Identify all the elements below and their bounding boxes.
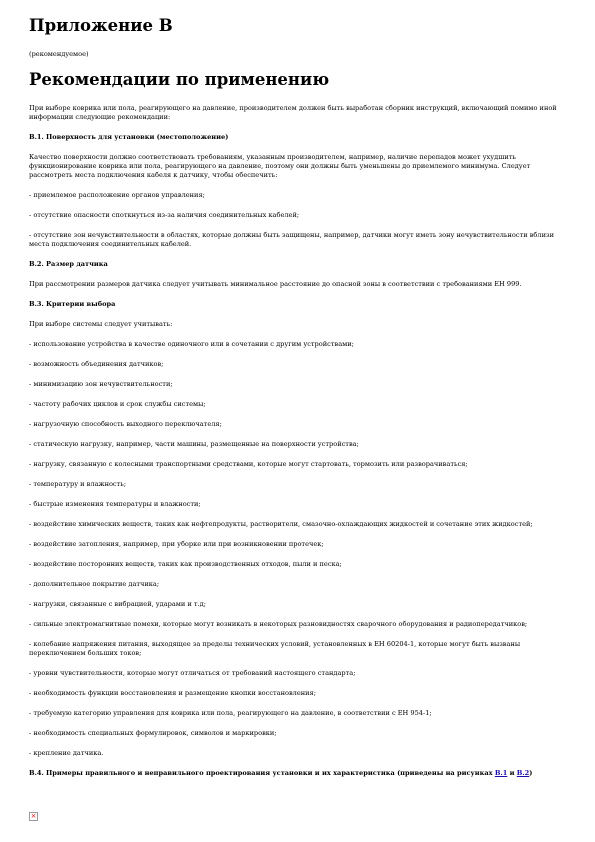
section-b2-heading: В.2. Размер датчика <box>29 260 108 268</box>
list-item: - приемлемое расположение органов управления; <box>29 191 205 199</box>
list-item: - использование устройства в качестве одиночного или в сочетании с другим устройствами; <box>29 340 354 348</box>
section-b4-and: и <box>507 769 517 777</box>
section-title: Рекомендации по применению <box>29 70 330 89</box>
page-title: Приложение В <box>29 16 173 35</box>
section-b3-list <box>29 340 566 758</box>
list-item: - возможность объединения датчиков; <box>29 360 164 368</box>
list-item: - воздействие химических веществ, таких как нефтепродукты, растворители, смазочно-охлаждающих жидкостей и сочетание этих жидкостей; <box>29 520 533 528</box>
title-note: (рекомендуемое) <box>29 50 89 58</box>
list-item: - температуру и влажность; <box>29 480 127 488</box>
figure-b2-link[interactable]: В.2 <box>516 769 530 777</box>
intro-paragraph: При выборе коврика или пола, реагирующего на давление, производителем должен быть выработан сборник инструкций, включающий помимо иной информации следующие рекомендации: <box>29 104 557 121</box>
list-item: - нагрузку, связанную с колесными транспортными средствами, которые могут стартовать, тормозить или разворачиваться; <box>29 460 468 468</box>
list-item: - частоту рабочих циклов и срок службы системы; <box>29 400 206 408</box>
section-b1-list <box>29 191 566 249</box>
section-b4-heading <box>29 769 566 778</box>
section-b1-heading: В.1. Поверхность для установки (местоположение) <box>29 133 229 141</box>
broken-image-glyph: × <box>30 812 37 820</box>
section-b2-text: При рассмотрении размеров датчика следует учитывать минимальное расстояние до опасной зоны в соответствии с требованиями ЕН 999. <box>29 280 522 288</box>
section-b3-heading: В.3. Критерии выбора <box>29 300 116 308</box>
list-item: - воздействие затопления, например, при уборке или при возникновении протечек; <box>29 540 324 548</box>
list-item: - колебание напряжения питания, выходящее за пределы технических условий, установленных в ЕН 60204-1, которые могут быть вызваны переключением больших токов; <box>29 640 521 657</box>
list-item: - сильные электромагнитные помехи, которые могут возникать в некоторых разновидностях сварочного оборудования и радиопередатчиков; <box>29 620 528 628</box>
list-item: - быстрые изменения температуры и влажности; <box>29 500 201 508</box>
list-item: - дополнительное покрытие датчика; <box>29 580 160 588</box>
section-b3-text: При выборе системы следует учитывать: <box>29 320 173 328</box>
list-item: - воздействие посторонних веществ, таких как производственных отходов, пыли и песка; <box>29 560 342 568</box>
list-item: - необходимость специальных формулировок, символов и маркировки; <box>29 729 277 737</box>
list-item: - крепление датчика. <box>29 749 104 757</box>
section-b4-close: ) <box>529 769 533 777</box>
list-item: - нагрузки, связанные с вибрацией, ударами и т.д; <box>29 600 206 608</box>
list-item: - отсутствие зон нечувствительности в областях, которые должны быть защищены, например, датчики могут иметь зону нечувствительности вблизи места подключения соединительных кабелей. <box>29 231 554 248</box>
list-item: - минимизацию зон нечувствительности; <box>29 380 173 388</box>
list-item: - статическую нагрузку, например, части машины, размещенные на поверхности устройства; <box>29 440 359 448</box>
list-item: - требуемую категорию управления для коврика или пола, реагирующего на давление, в соответствии с ЕН 954-1; <box>29 709 432 717</box>
figure-b1-link[interactable]: В.1 <box>494 769 508 777</box>
list-item: - нагрузочную способность выходного переключателя; <box>29 420 222 428</box>
list-item: - отсутствие опасности споткнуться из-за наличия соединительных кабелей; <box>29 211 300 219</box>
section-b4-heading-text: В.4. Примеры правильного и неправильного проектирования установки и их характеристика (приведены на рисунках <box>29 769 495 777</box>
list-item: - необходимость функции восстановления и размещение кнопки восстановления; <box>29 689 316 697</box>
list-item: - уровни чувствительности, которые могут отличаться от требований настоящего стандарта; <box>29 669 356 677</box>
section-b1-text: Качество поверхности должно соответствовать требованиям, указанным производителем, например, наличие перепадов может ухудшить функционирование коврика или пола, реагирующего на давление, поэтому они должны быть уменьшены до приемлемого минимума. Следует рассмотреть места подключения кабеля к датчику, чтобы обеспечить: <box>29 153 531 179</box>
broken-image-icon[interactable] <box>29 812 38 821</box>
